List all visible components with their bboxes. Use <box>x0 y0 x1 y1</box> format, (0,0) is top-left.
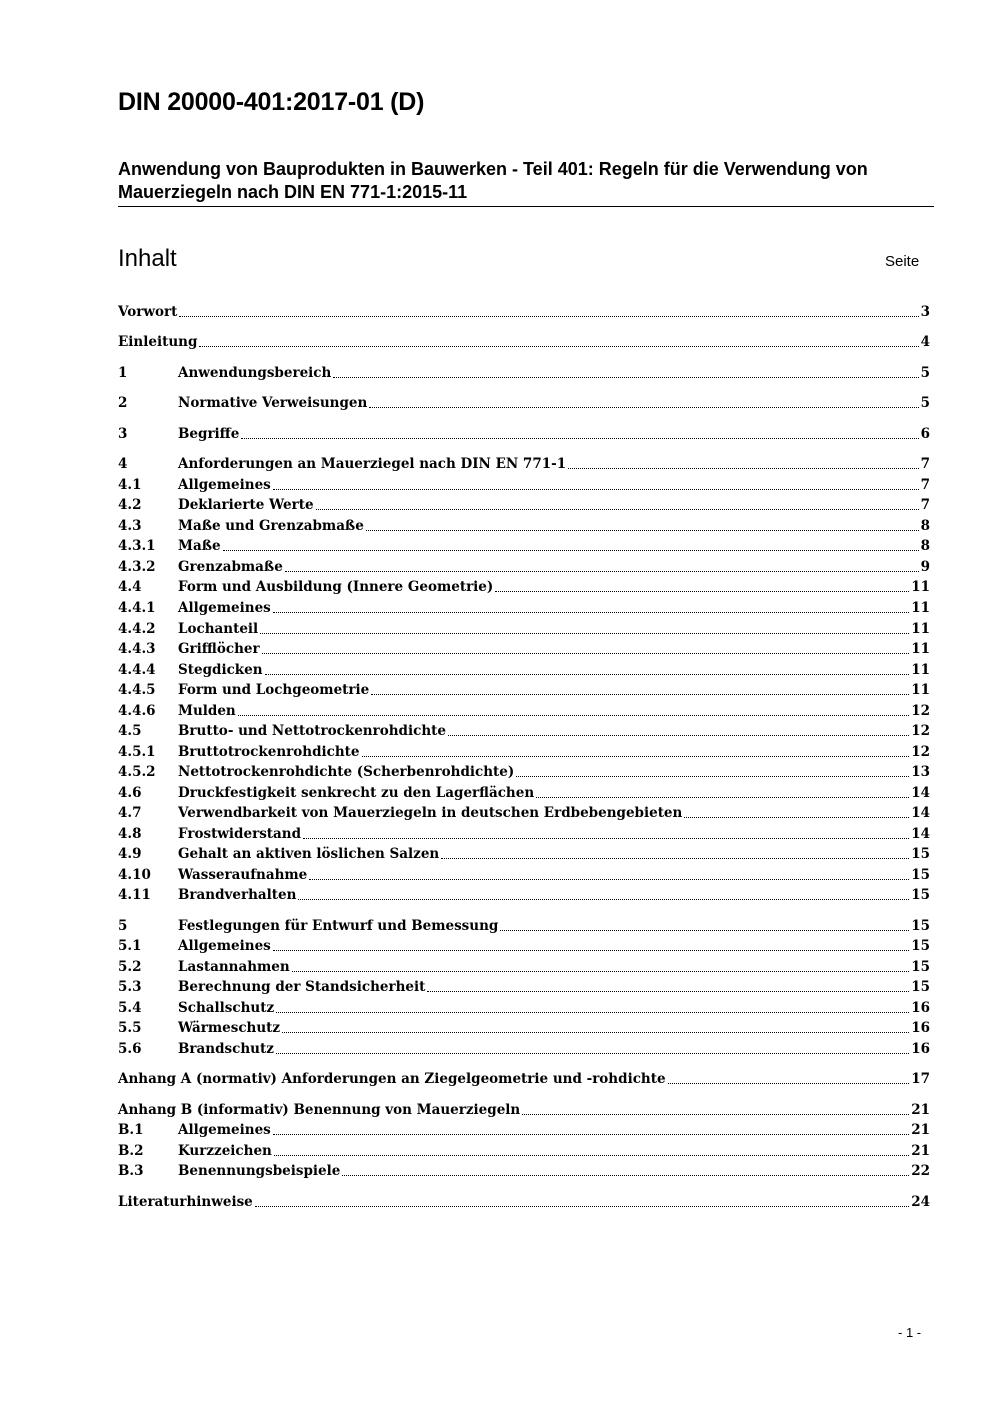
toc-entry-number: 2 <box>118 395 128 411</box>
toc-entry[interactable] <box>118 803 930 823</box>
toc-entry-number: 4.11 <box>118 887 151 903</box>
toc-entry[interactable] <box>118 998 930 1018</box>
toc-entry-title: Literaturhinweise <box>118 1194 253 1210</box>
toc-entry-number: 4.3.2 <box>118 559 156 575</box>
leader-dots <box>223 550 919 551</box>
leader-dots <box>369 407 918 408</box>
toc-entry-title: Brandschutz <box>178 1041 274 1057</box>
toc-entry-number: 4.5 <box>118 723 142 739</box>
toc-entry-page: 11 <box>911 600 930 616</box>
toc-entry[interactable] <box>118 619 930 639</box>
toc-entry-page: 14 <box>911 785 930 801</box>
toc-entry-page: 11 <box>911 579 930 595</box>
toc-entry-page: 11 <box>911 682 930 698</box>
leader-dots <box>427 991 909 992</box>
toc-entry-page: 21 <box>911 1102 930 1118</box>
leader-dots <box>273 950 909 951</box>
toc-entry-number: 5.2 <box>118 959 142 975</box>
toc-entry[interactable] <box>118 916 930 936</box>
toc-entry-number: 4.7 <box>118 805 142 821</box>
toc-heading: Inhalt <box>118 245 177 272</box>
leader-dots <box>441 858 909 859</box>
toc-entry-title: Lastannahmen <box>178 959 290 975</box>
toc-entry-page: 15 <box>911 938 930 954</box>
toc-entry-page: 12 <box>911 703 930 719</box>
toc-entry-title: Stegdicken <box>178 662 263 678</box>
leader-dots <box>342 1175 909 1176</box>
toc-entry-title: Mulden <box>178 703 236 719</box>
toc-entry[interactable] <box>118 1069 930 1089</box>
page-column-label: Seite <box>885 253 920 270</box>
toc-entry-title: Anhang A (normativ) Anforderungen an Ziegelgeometrie und -rohdichte <box>118 1071 666 1087</box>
toc-entry-title: Druckfestigkeit senkrecht zu den Lagerflächen <box>178 785 535 801</box>
leader-dots <box>276 1053 909 1054</box>
leader-dots <box>316 509 919 510</box>
leader-dots <box>568 468 918 469</box>
toc-entry-number: 4.4.5 <box>118 682 156 698</box>
leader-dots <box>273 489 919 490</box>
leader-dots <box>309 879 909 880</box>
leader-dots <box>516 776 909 777</box>
page-number: - 1 - <box>898 1325 922 1340</box>
toc-entry-title: Form und Lochgeometrie <box>178 682 370 698</box>
toc-entry-page: 3 <box>920 304 930 320</box>
toc-entry-title: Frostwiderstand <box>178 826 302 842</box>
leader-dots <box>684 817 909 818</box>
toc-entry-number: 4.6 <box>118 785 142 801</box>
toc-entry[interactable] <box>118 302 930 322</box>
toc-entry-title: Form und Ausbildung (Innere Geometrie) <box>178 579 494 595</box>
toc-entry-page: 12 <box>911 723 930 739</box>
toc-entry-page: 14 <box>911 805 930 821</box>
toc-entry-number: B.3 <box>118 1163 144 1179</box>
toc-entry-page: 21 <box>911 1143 930 1159</box>
toc-entry[interactable] <box>118 424 930 444</box>
toc-entry-page: 11 <box>911 641 930 657</box>
toc-entry-title: Wasseraufnahme <box>178 867 308 883</box>
toc-entry[interactable] <box>118 742 930 762</box>
toc-entry-title: Vorwort <box>118 304 178 320</box>
toc-entry-page: 24 <box>911 1194 930 1210</box>
toc-entry[interactable] <box>118 363 930 383</box>
leader-dots <box>292 971 909 972</box>
leader-dots <box>255 1206 909 1207</box>
leader-dots <box>500 930 909 931</box>
toc-entry-page: 8 <box>920 518 930 534</box>
toc-entry[interactable] <box>118 577 930 597</box>
leader-dots <box>668 1083 910 1084</box>
leader-dots <box>366 530 919 531</box>
leader-dots <box>273 612 909 613</box>
toc-entry[interactable] <box>118 454 930 474</box>
toc-entry-page: 17 <box>911 1071 930 1087</box>
leader-dots <box>448 735 909 736</box>
toc-entry[interactable] <box>118 1141 930 1161</box>
toc-entry-page: 9 <box>920 559 930 575</box>
leader-dots <box>362 756 910 757</box>
toc-entry[interactable] <box>118 536 930 556</box>
toc-entry-page: 6 <box>920 426 930 442</box>
toc-entry-title: Deklarierte Werte <box>178 497 314 513</box>
toc-entry-number: 4.1 <box>118 477 142 493</box>
toc-entry-title: Anwendungsbereich <box>178 365 332 381</box>
leader-dots <box>179 316 918 317</box>
toc-entry-number: 5.5 <box>118 1020 142 1036</box>
toc-entry-number: 4 <box>118 456 128 472</box>
toc-entry[interactable] <box>118 762 930 782</box>
toc-entry[interactable] <box>118 1018 930 1038</box>
leader-dots <box>273 1134 909 1135</box>
toc-entry-page: 7 <box>920 477 930 493</box>
toc-entry-page: 22 <box>911 1163 930 1179</box>
toc-entry[interactable] <box>118 936 930 956</box>
toc-entry-page: 8 <box>920 538 930 554</box>
title-divider <box>118 206 934 207</box>
toc-entry-page: 15 <box>911 979 930 995</box>
leader-dots <box>495 591 909 592</box>
toc-entry[interactable] <box>118 721 930 741</box>
toc-entry-page: 5 <box>920 395 930 411</box>
toc-entry[interactable] <box>118 557 930 577</box>
toc-entry-title: Allgemeines <box>178 477 271 493</box>
toc-entry-page: 15 <box>911 867 930 883</box>
toc-entry-number: 4.5.1 <box>118 744 156 760</box>
toc-entry[interactable] <box>118 783 930 803</box>
toc-entry[interactable] <box>118 1100 930 1120</box>
toc-entry-page: 12 <box>911 744 930 760</box>
toc-entry[interactable] <box>118 680 930 700</box>
toc-entry-number: 5.1 <box>118 938 142 954</box>
toc-entry[interactable] <box>118 1192 930 1212</box>
leader-dots <box>199 346 918 347</box>
toc-entry[interactable] <box>118 885 930 905</box>
toc-entry-page: 11 <box>911 662 930 678</box>
document-id: DIN 20000-401:2017-01 (D) <box>118 88 425 116</box>
toc-entry[interactable] <box>118 495 930 515</box>
toc-entry[interactable] <box>118 1120 930 1140</box>
toc-entry[interactable] <box>118 639 930 659</box>
leader-dots <box>371 694 909 695</box>
toc-entry-title: Anhang B (informativ) Benennung von Mauerziegeln <box>118 1102 521 1118</box>
toc-entry-page: 16 <box>911 1000 930 1016</box>
toc-entry-number: 4.5.2 <box>118 764 156 780</box>
toc-entry-number: 4.3 <box>118 518 142 534</box>
toc-entry-title: Einleitung <box>118 334 198 350</box>
toc-entry-number: 4.4.6 <box>118 703 156 719</box>
toc-entry-title: Wärmeschutz <box>178 1020 281 1036</box>
toc-entry-number: 4.4.2 <box>118 621 156 637</box>
toc-entry-number: 5.6 <box>118 1041 142 1057</box>
toc-entry-number: 5.3 <box>118 979 142 995</box>
leader-dots <box>333 377 918 378</box>
leader-dots <box>282 1032 909 1033</box>
toc-entry-number: 4.10 <box>118 867 151 883</box>
leader-dots <box>522 1114 909 1115</box>
leader-dots <box>303 838 909 839</box>
toc-entry[interactable] <box>118 844 930 864</box>
leader-dots <box>265 674 910 675</box>
toc-entry-page: 16 <box>911 1020 930 1036</box>
toc-entry-page: 15 <box>911 887 930 903</box>
toc-entry-page: 5 <box>920 365 930 381</box>
toc-entry-title: Gehalt an aktiven löslichen Salzen <box>178 846 440 862</box>
toc-entry-page: 21 <box>911 1122 930 1138</box>
toc-entry-number: 4.3.1 <box>118 538 156 554</box>
toc-entry-title: Kurzzeichen <box>178 1143 272 1159</box>
document-subtitle: Anwendung von Bauprodukten in Bauwerken - Teil 401: Regeln für die Verwendung von Mauerziegeln nach DIN EN 771-1:2015-11 <box>118 159 868 202</box>
leader-dots <box>274 1155 909 1156</box>
toc-entry-title: Allgemeines <box>178 600 271 616</box>
toc-entry[interactable] <box>118 1039 930 1059</box>
toc-entry-title: Grifflöcher <box>178 641 260 657</box>
toc-entry-number: 4.2 <box>118 497 142 513</box>
toc-entry[interactable] <box>118 393 930 413</box>
toc-entry-number: 4.8 <box>118 826 142 842</box>
toc-entry-page: 14 <box>911 826 930 842</box>
toc-entry[interactable] <box>118 865 930 885</box>
toc-entry-title: Brandverhalten <box>178 887 297 903</box>
toc-entry-page: 7 <box>920 497 930 513</box>
toc-entry-number: 4.4.3 <box>118 641 156 657</box>
toc-entry-title: Grenzabmaße <box>178 559 283 575</box>
leader-dots <box>536 797 909 798</box>
toc-entry-page: 13 <box>911 764 930 780</box>
toc-entry-number: B.2 <box>118 1143 144 1159</box>
toc-entry[interactable] <box>118 1161 930 1181</box>
toc-entry-number: 4.9 <box>118 846 142 862</box>
toc-entry-page: 7 <box>920 456 930 472</box>
toc-entry-title: Allgemeines <box>178 1122 271 1138</box>
leader-dots <box>262 653 910 654</box>
toc-entry-page: 15 <box>911 959 930 975</box>
toc-entry-number: 1 <box>118 365 128 381</box>
toc-entry[interactable] <box>118 701 930 721</box>
toc-entry-page: 4 <box>920 334 930 350</box>
toc-entry[interactable] <box>118 977 930 997</box>
leader-dots <box>260 633 909 634</box>
toc-entry-title: Lochanteil <box>178 621 259 637</box>
toc-entry-number: 4.4 <box>118 579 142 595</box>
leader-dots <box>276 1012 909 1013</box>
toc-entry-title: Normative Verweisungen <box>178 395 368 411</box>
toc-entry-number: 4.4.4 <box>118 662 156 678</box>
toc-entry[interactable] <box>118 332 930 352</box>
toc-entry-title: Brutto- und Nettotrockenrohdichte <box>178 723 446 739</box>
toc-entry-title: Maße <box>178 538 221 554</box>
toc-entry-title: Nettotrockenrohdichte (Scherbenrohdichte) <box>178 764 515 780</box>
toc-entry-page: 15 <box>911 918 930 934</box>
leader-dots <box>241 438 918 439</box>
leader-dots <box>285 571 919 572</box>
toc-entry-number: 5 <box>118 918 128 934</box>
leader-dots <box>238 715 909 716</box>
toc-entry-page: 16 <box>911 1041 930 1057</box>
toc-entry-title: Maße und Grenzabmaße <box>178 518 364 534</box>
toc-entry-title: Allgemeines <box>178 938 271 954</box>
toc-entry-title: Verwendbarkeit von Mauerziegeln in deutschen Erdbebengebieten <box>178 805 683 821</box>
toc-entry[interactable] <box>118 475 930 495</box>
toc-entry-title: Begriffe <box>178 426 240 442</box>
toc-entry-title: Festlegungen für Entwurf und Bemessung <box>178 918 499 934</box>
toc-entry-number: 3 <box>118 426 128 442</box>
toc-entry-title: Anforderungen an Mauerziegel nach DIN EN 771-1 <box>178 456 567 472</box>
leader-dots <box>298 899 909 900</box>
toc-entry[interactable] <box>118 824 930 844</box>
toc-entry[interactable] <box>118 957 930 977</box>
toc-entry-number: 4.4.1 <box>118 600 156 616</box>
toc-entry-number: 5.4 <box>118 1000 142 1016</box>
toc-entry-title: Benennungsbeispiele <box>178 1163 341 1179</box>
toc-entry-page: 11 <box>911 621 930 637</box>
toc-entry-number: B.1 <box>118 1122 144 1138</box>
toc-entry-title: Berechnung der Standsicherheit <box>178 979 426 995</box>
toc-entry[interactable] <box>118 660 930 680</box>
toc-entry[interactable] <box>118 598 930 618</box>
toc-entry-page: 15 <box>911 846 930 862</box>
toc-entry-title: Bruttotrockenrohdichte <box>178 744 360 760</box>
toc-entry-title: Schallschutz <box>178 1000 275 1016</box>
toc-entry[interactable] <box>118 516 930 536</box>
